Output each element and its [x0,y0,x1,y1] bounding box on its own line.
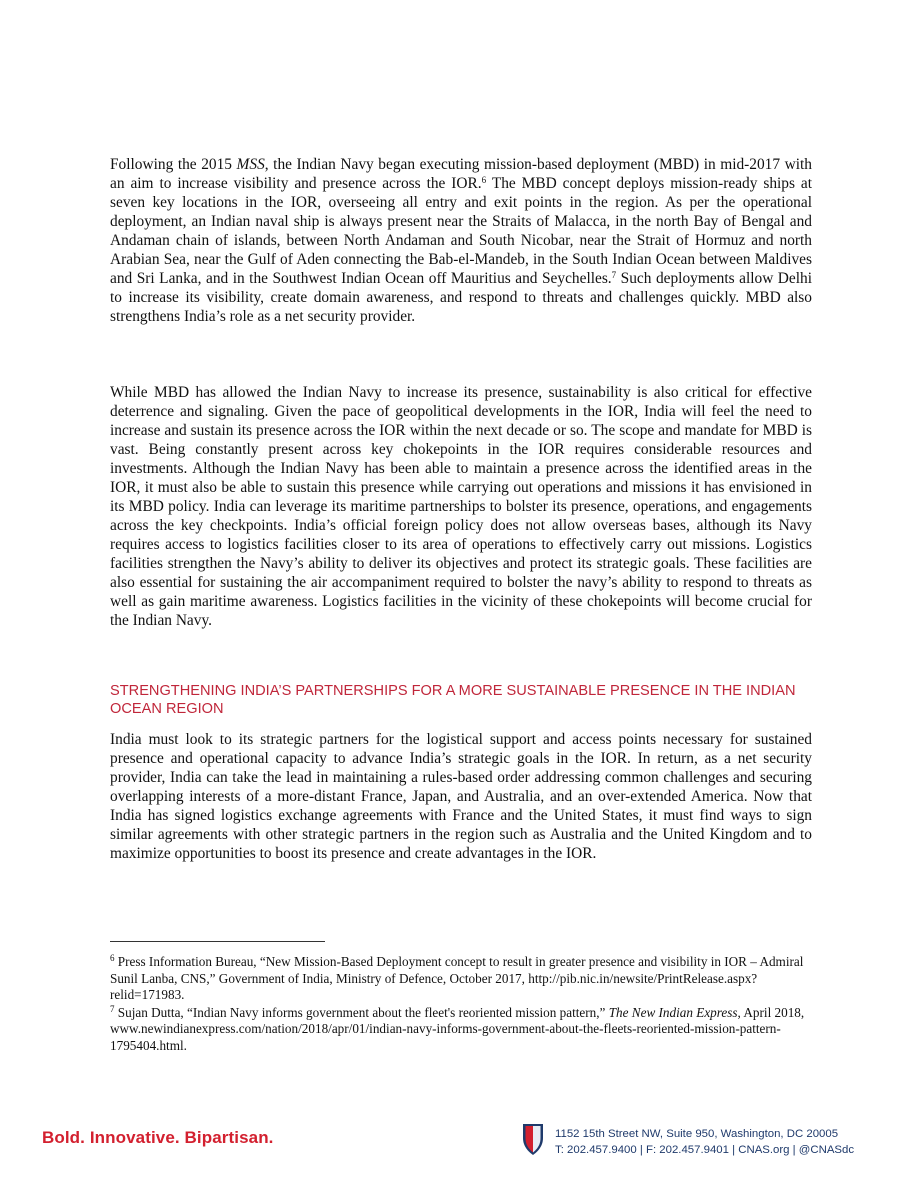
paragraph-mbd-overview [110,155,812,326]
text-run: , the Indian Navy began executing mission-based deployment (MBD) in mid-2017 with an aim to increase visibility and presence across the IOR. [110,156,812,192]
text-run: The MBD concept deploys mission-ready ships at seven key locations in the IOR, overseeing all entry and exit points in the region. As per the operational deployment, an Indian naval ship is always present near the Straits of Malacca, in the north Bay of Bengal and Andaman chain of islands, between North Andaman and South Nicobar, near the Strait of Hormuz and north Arabian Sea, near the Gulf of Aden connecting the Bab-el-Mandeb, in the South Indian Ocean between Maldives and Sri Lanka, and in the Southwest Indian Ocean off Mauritius and Seychelles. [110,175,813,287]
text-run: Such deployments allow Delhi to increase its visibility, create domain awareness, and respond to threats and challenges quickly. MBD also strengthens India’s role as a net security provider. [110,270,812,325]
footnote-divider [110,941,325,942]
footnote-text: , April 2018, www.newindianexpress.com/nation/2018/apr/01/indian-navy-informs-government-about-the-fleets-reoriented-mission-pattern-1795404.html. [110,1004,805,1053]
footnote-ref-6[interactable]: 6 [481,175,487,185]
paragraph-partnerships: India must look to its strategic partners for the logistical support and access points necessary for sustained presence and operational capacity to advance India’s strategic goals in the IOR. In return, as a net security provider, India can take the lead in maintaining a rules-based order addressing common challenges and securing overlapping interests of a more-distant France, Japan, and Australia, and an over-extended America. Now that India has signed logistics exchange agreements with France and the United States, it must find ways to sign similar agreements with other strategic partners in the region such as Australia and the United Kingdom and to maximize opportunities to boost its presence and create advantages in the IOR. [110,731,812,862]
footnote-text: Sujan Dutta, “Indian Navy informs government about the fleet's reoriented mission pattern,” [114,1004,609,1020]
footer-address: 1152 15th Street NW, Suite 950, Washington, DC 20005 [555,1128,839,1140]
text-run: Following the 2015 [110,156,237,173]
section-heading: STRENGTHENING INDIA’S PARTNERSHIPS FOR A MORE SUSTAINABLE PRESENCE IN THE INDIAN OCEAN REGION [110,683,796,717]
footnote-text: Press Information Bureau, “New Mission-Based Deployment concept to result in greater presence and visibility in IOR – Admiral Sunil Lanba, CNS,” Government of India, Ministry of Defence, October 2017, http://pib.nic.in/newsite/PrintRelease.aspx?relid=171983. [110,954,804,1002]
publication-title: The New Indian Express [608,1004,738,1020]
footnote-number: 7 [110,1003,115,1014]
mss-emphasis: MSS [236,156,265,173]
footnote-6 [110,954,810,1004]
footnote-ref-7[interactable]: 7 [611,270,617,280]
footnote-number: 6 [110,953,115,963]
footnote-7 [110,1005,810,1055]
cnas-shield-icon [521,1122,545,1156]
footer-phone-links[interactable]: T: 202.457.9400 | F: 202.457.9401 | CNAS.org | @CNASdc [555,1144,855,1156]
footer-tagline: Bold. Innovative. Bipartisan. [42,1128,274,1147]
footer-contact [555,1126,915,1158]
paragraph-sustainability: While MBD has allowed the Indian Navy to increase its presence, sustainability is also critical for effective deterrence and signaling. Given the pace of geopolitical developments in the IOR, India will feel the need to increase and sustain its presence across the IOR within the next decade or so. The scope and mandate for MBD is vast. Being constantly present across key chokepoints in the IOR requires considerable resources and investments. Although the Indian Navy has been able to maintain a presence across the identified areas in the IOR, it must also be able to sustain this presence while carrying out operations and missions it has envisioned in its MBD policy. India can leverage its maritime partnerships to bolster its presence, operations, and engagements across the key checkpoints. India’s official foreign policy does not allow overseas bases, although its Navy requires access to logistics facilities closer to its area of operations to effectively carry out missions. Logistics facilities strengthen the Navy’s ability to deliver its objectives and protect its strategic goals. These facilities are also essential for sustaining the air accompaniment required to bolster the navy’s ability to respond to threats as well as gain maritime awareness. Logistics facilities in the vicinity of these chokepoints will become crucial for the Indian Navy. [110,384,812,629]
footnotes [110,954,810,1055]
